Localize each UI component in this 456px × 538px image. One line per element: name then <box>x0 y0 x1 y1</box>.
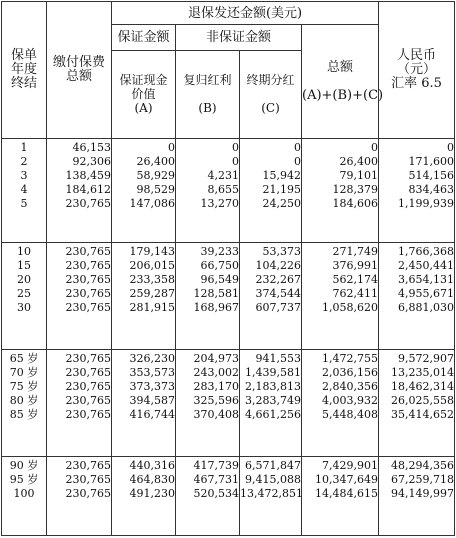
cell-rmb-value <box>379 457 455 536</box>
value-policy-year: 3 <box>20 168 28 182</box>
value-policy-year: 5 <box>20 196 28 210</box>
cell-policy-year <box>2 350 47 457</box>
value-rmb-value: 2,450,441 <box>398 259 455 273</box>
header-rmb-line-1: 人民币 <box>397 47 437 63</box>
table-body <box>2 138 455 535</box>
header-col-c-line-3: (C) <box>261 101 280 116</box>
cell-premium <box>47 350 112 457</box>
value-premium: 230,765 <box>65 408 111 422</box>
header-col-a-line-2: 价值 <box>131 87 156 102</box>
value-rmb-value: 48,294,356 <box>391 459 455 473</box>
value-guaranteed-cash-value: 58,929 <box>136 168 175 182</box>
value-rmb-value: 94,149,997 <box>391 487 455 501</box>
value-terminal-dividend: 15,942 <box>262 168 301 182</box>
header-policy-year <box>2 2 47 139</box>
header-total-line-2 <box>302 75 378 89</box>
cell-terminal-dividend <box>240 350 302 457</box>
value-reversionary-bonus: 370,408 <box>193 408 239 422</box>
value-policy-year: 100 <box>13 487 35 501</box>
header-surrender-title: 退保发还金额(美元) <box>112 2 379 25</box>
value-total: 184,606 <box>332 196 379 210</box>
header-total-line-3: (A)+(B)+(C) <box>302 87 384 103</box>
value-guaranteed-cash-value: 259,287 <box>129 287 175 301</box>
value-terminal-dividend: 9,415,088 <box>245 473 301 487</box>
value-rmb-value: 1,199,939 <box>398 196 455 210</box>
value-reversionary-bonus: 168,967 <box>193 301 239 315</box>
cell-rmb-value <box>379 138 455 242</box>
header-rmb <box>379 2 455 139</box>
value-policy-year: 70 岁 <box>9 366 39 380</box>
value-rmb-value: 26,025,558 <box>391 394 455 408</box>
value-terminal-dividend: 0 <box>294 140 301 154</box>
cell-premium <box>47 243 112 350</box>
header-premium-total <box>47 2 112 139</box>
value-rmb-value: 4,955,671 <box>398 287 455 301</box>
value-reversionary-bonus: 204,973 <box>193 352 239 366</box>
value-terminal-dividend: 374,544 <box>255 287 301 301</box>
cell-total <box>302 138 379 242</box>
value-premium: 138,459 <box>65 168 111 182</box>
value-premium: 230,765 <box>65 366 111 380</box>
header-policy-year-line-1: 保单 <box>10 47 37 63</box>
value-total: 5,448,408 <box>322 408 379 422</box>
value-terminal-dividend: 4,661,256 <box>245 408 301 422</box>
header-guaranteed: 保证金额 <box>112 25 176 51</box>
cell-policy-year <box>2 243 47 350</box>
value-premium: 230,765 <box>65 352 111 366</box>
value-total: 2,840,356 <box>322 380 379 394</box>
value-total: 7,429,901 <box>322 459 379 473</box>
value-total: 0 <box>371 140 379 154</box>
value-reversionary-bonus: 96,549 <box>200 273 239 287</box>
table-row-group <box>2 350 455 457</box>
table-row-group <box>2 457 455 536</box>
value-guaranteed-cash-value: 394,587 <box>129 394 175 408</box>
value-policy-year: 1 <box>20 140 28 154</box>
cell-terminal-dividend <box>240 138 302 242</box>
value-guaranteed-cash-value: 233,358 <box>129 273 175 287</box>
value-policy-year: 15 <box>17 259 31 273</box>
header-rmb-line-3: 汇率 6.5 <box>391 75 442 91</box>
value-rmb-value: 0 <box>447 140 455 154</box>
header-col-a <box>112 50 176 138</box>
header-total-line-1: 总额 <box>327 59 354 75</box>
value-reversionary-bonus: 0 <box>232 140 239 154</box>
value-rmb-value: 834,463 <box>408 182 455 196</box>
value-reversionary-bonus: 128,581 <box>193 287 239 301</box>
value-premium: 230,765 <box>65 459 111 473</box>
value-rmb-value: 67,259,718 <box>391 473 455 487</box>
value-total: 10,347,649 <box>315 473 379 487</box>
table-row-group <box>2 243 455 350</box>
value-terminal-dividend: 607,737 <box>255 301 301 315</box>
value-guaranteed-cash-value: 26,400 <box>136 154 175 168</box>
value-reversionary-bonus: 283,170 <box>193 380 239 394</box>
cell-guaranteed-cash-value <box>112 138 176 242</box>
value-rmb-value: 6,881,030 <box>398 301 455 315</box>
value-guaranteed-cash-value: 353,573 <box>129 366 175 380</box>
header-non-guaranteed: 非保证金额 <box>176 25 302 51</box>
header-policy-year-line-2: 年度 <box>10 61 37 77</box>
value-premium: 230,765 <box>65 196 111 210</box>
value-rmb-value: 3,654,131 <box>398 273 455 287</box>
value-premium: 230,765 <box>65 394 111 408</box>
value-total: 762,411 <box>332 287 379 301</box>
cell-rmb-value <box>379 350 455 457</box>
value-policy-year: 2 <box>20 154 28 168</box>
value-guaranteed-cash-value: 98,529 <box>136 182 175 196</box>
value-policy-year: 25 <box>17 287 31 301</box>
value-guaranteed-cash-value: 0 <box>168 140 175 154</box>
value-reversionary-bonus: 417,739 <box>193 459 239 473</box>
value-reversionary-bonus: 0 <box>232 154 239 168</box>
value-total: 562,174 <box>332 273 379 287</box>
value-terminal-dividend: 941,553 <box>255 352 301 366</box>
value-total: 4,003,932 <box>322 394 379 408</box>
cell-guaranteed-cash-value <box>112 243 176 350</box>
value-policy-year: 30 <box>17 301 31 315</box>
value-policy-year: 10 <box>17 245 31 259</box>
value-total: 1,472,755 <box>322 352 379 366</box>
cell-total <box>302 457 379 536</box>
value-premium: 230,765 <box>65 380 111 394</box>
header-col-c-line-2 <box>240 87 301 101</box>
header-col-b <box>176 50 240 138</box>
value-premium: 92,306 <box>72 154 111 168</box>
cell-reversionary-bonus <box>176 243 240 350</box>
cell-policy-year <box>2 138 47 242</box>
value-premium: 230,765 <box>65 301 111 315</box>
value-total: 128,379 <box>332 182 379 196</box>
table-row-group <box>2 138 455 242</box>
cell-total <box>302 350 379 457</box>
value-rmb-value: 18,462,314 <box>391 380 455 394</box>
value-terminal-dividend: 2,183,813 <box>245 380 301 394</box>
value-terminal-dividend: 21,195 <box>262 182 301 196</box>
value-total: 1,058,620 <box>322 301 379 315</box>
cell-terminal-dividend <box>240 457 302 536</box>
value-reversionary-bonus: 243,002 <box>193 366 239 380</box>
header-col-c <box>240 50 302 138</box>
value-premium: 230,765 <box>65 287 111 301</box>
value-terminal-dividend: 3,283,749 <box>245 394 301 408</box>
value-premium: 230,765 <box>65 259 111 273</box>
value-premium: 184,612 <box>65 182 111 196</box>
cell-total <box>302 243 379 350</box>
value-guaranteed-cash-value: 326,230 <box>129 352 175 366</box>
value-policy-year: 65 岁 <box>9 352 39 366</box>
value-premium: 230,765 <box>65 487 111 501</box>
value-total: 2,036,156 <box>322 366 379 380</box>
value-policy-year: 20 <box>17 273 31 287</box>
value-guaranteed-cash-value: 281,915 <box>129 301 175 315</box>
value-policy-year: 90 岁 <box>9 459 39 473</box>
value-premium: 46,153 <box>72 140 111 154</box>
cell-reversionary-bonus <box>176 350 240 457</box>
header-premium-line-2: 总额 <box>65 68 92 84</box>
value-guaranteed-cash-value: 440,316 <box>129 459 175 473</box>
header-col-a-line-1: 保证现金 <box>119 73 168 88</box>
value-rmb-value: 35,414,652 <box>391 408 455 422</box>
value-reversionary-bonus: 13,270 <box>200 196 239 210</box>
value-guaranteed-cash-value: 416,744 <box>129 408 175 422</box>
value-rmb-value: 1,766,368 <box>398 245 455 259</box>
value-reversionary-bonus: 4,231 <box>207 168 239 182</box>
value-premium: 230,765 <box>65 473 111 487</box>
value-reversionary-bonus: 8,655 <box>207 182 239 196</box>
value-reversionary-bonus: 325,596 <box>193 394 239 408</box>
value-guaranteed-cash-value: 491,230 <box>129 487 175 501</box>
header-total <box>302 25 384 139</box>
cell-terminal-dividend <box>240 243 302 350</box>
value-terminal-dividend: 24,250 <box>262 196 301 210</box>
value-total: 79,101 <box>339 168 379 182</box>
value-policy-year: 85 岁 <box>9 408 39 422</box>
value-terminal-dividend: 232,267 <box>255 273 301 287</box>
value-guaranteed-cash-value: 373,373 <box>129 380 175 394</box>
value-reversionary-bonus: 467,731 <box>193 473 239 487</box>
value-reversionary-bonus: 66,750 <box>200 259 239 273</box>
value-terminal-dividend: 0 <box>294 154 301 168</box>
header-col-a-line-3: (A) <box>134 101 153 116</box>
value-premium: 230,765 <box>65 245 111 259</box>
value-guaranteed-cash-value: 147,086 <box>129 196 175 210</box>
cell-policy-year <box>2 457 47 536</box>
value-guaranteed-cash-value: 464,830 <box>129 473 175 487</box>
value-reversionary-bonus: 520,534 <box>193 487 239 501</box>
header-col-c-line-1: 终期分红 <box>246 73 295 88</box>
header-col-b-line-1: 复归红利 <box>183 73 232 88</box>
header-col-b-line-2 <box>176 87 239 101</box>
header-policy-year-line-3: 终结 <box>10 75 37 91</box>
cell-reversionary-bonus <box>176 457 240 536</box>
value-terminal-dividend: 53,373 <box>262 245 301 259</box>
header-premium-line-1: 缴付保费 <box>52 54 105 70</box>
value-total: 376,991 <box>332 259 379 273</box>
cell-guaranteed-cash-value <box>112 457 176 536</box>
value-policy-year: 95 岁 <box>9 473 39 487</box>
header-col-b-line-3: (B) <box>198 101 217 116</box>
value-rmb-value: 514,156 <box>408 168 455 182</box>
value-terminal-dividend: 1,439,581 <box>245 366 301 380</box>
value-rmb-value: 13,235,014 <box>391 366 455 380</box>
value-guaranteed-cash-value: 206,015 <box>129 259 175 273</box>
cell-rmb-value <box>379 243 455 350</box>
value-reversionary-bonus: 39,233 <box>200 245 239 259</box>
value-total: 26,400 <box>339 154 379 168</box>
cell-reversionary-bonus <box>176 138 240 242</box>
value-guaranteed-cash-value: 179,143 <box>129 245 175 259</box>
surrender-value-table <box>1 1 455 536</box>
cell-premium <box>47 138 112 242</box>
value-terminal-dividend: 6,571,847 <box>245 459 301 473</box>
cell-premium <box>47 457 112 536</box>
value-total: 14,484,615 <box>315 487 379 501</box>
header-rmb-line-2: （元） <box>397 61 437 77</box>
value-terminal-dividend: 104,226 <box>255 259 301 273</box>
value-rmb-value: 171,600 <box>408 154 455 168</box>
value-policy-year: 80 岁 <box>9 394 39 408</box>
value-policy-year: 4 <box>20 182 28 196</box>
value-policy-year: 75 岁 <box>9 380 39 394</box>
value-terminal-dividend: 13,472,851 <box>240 487 303 501</box>
value-total: 271,749 <box>332 245 379 259</box>
value-rmb-value: 9,572,907 <box>398 352 455 366</box>
value-premium: 230,765 <box>65 273 111 287</box>
cell-guaranteed-cash-value <box>112 350 176 457</box>
